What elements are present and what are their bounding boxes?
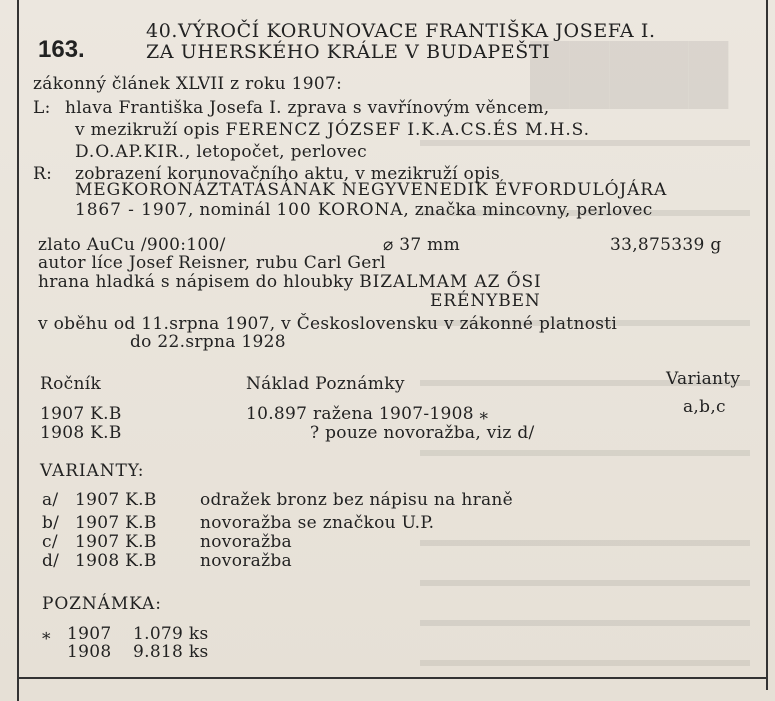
variant-a-label: a/: [42, 490, 59, 510]
obverse-line-1: hlava Františka Josefa I. zprava s vavřínovým věncem,: [65, 98, 550, 118]
row-1908-note: ? pouze novoražba, viz d/: [310, 423, 535, 443]
variant-b-label: b/: [42, 513, 60, 533]
diameter-spec: ⌀ 37 mm: [383, 235, 461, 255]
header-mintage-notes: Náklad Poznámky: [246, 374, 405, 394]
header-variants: Varianty: [666, 369, 741, 389]
entry-number: 163.: [38, 36, 85, 63]
reverse-line-1: zobrazení korunovačního aktu, v mezikruží opis: [75, 164, 501, 184]
variant-a-desc: odražek bronz bez nápisu na hraně: [200, 490, 514, 510]
variant-d-label: d/: [42, 551, 60, 571]
obverse-line-3: [75, 143, 367, 162]
metal-spec: zlato AuCu /900:100/: [38, 235, 226, 255]
variant-c-year: 1907 K.B: [75, 532, 157, 552]
author-spec: autor líce Josef Reisner, rubu Carl Gerl: [38, 253, 386, 273]
variant-b-desc: novoražba se značkou U.P.: [200, 513, 435, 533]
obverse-line-3-text: , letopočet, perlovec: [184, 142, 367, 162]
variant-d-desc: novoražba: [200, 551, 292, 571]
note-row-1-mark: ⁎: [42, 624, 51, 644]
reverse-line-3: [75, 201, 653, 220]
weight-spec: 33,875339 g: [610, 235, 722, 255]
row-1907-year: 1907 K.B: [40, 404, 122, 424]
law-reference: zákonný článek XLVII z roku 1907:: [33, 74, 343, 94]
reverse-line-3-text: , značka mincovny, perlovec: [403, 200, 653, 220]
bottom-rule: [17, 677, 768, 679]
reverse-prefix: R:: [33, 164, 53, 184]
variants-heading: VARIANTY:: [40, 461, 145, 481]
edge-inscription-end: ERÉNYBEN: [430, 291, 541, 311]
variant-b-year: 1907 K.B: [75, 513, 157, 533]
note-row-2-year: 1908: [67, 642, 112, 662]
entry-title-line-2: ZA UHERSKÉHO KRÁLE V BUDAPEŠTI: [146, 41, 551, 63]
edge-inscription: BIZALMAM AZ ŐSI: [359, 272, 542, 292]
variant-a-year: 1907 K.B: [75, 490, 157, 510]
obverse-line-2: [75, 121, 590, 140]
variant-c-label: c/: [42, 532, 58, 552]
header-year: Ročník: [40, 374, 102, 394]
obverse-legend-end: D.O.AP.KIR.: [75, 142, 185, 162]
row-1907-variants: a,b,c: [683, 397, 726, 417]
note-row-1-year: 1907: [67, 624, 112, 644]
obverse-prefix: L:: [33, 98, 51, 118]
edge-spec-text: hrana hladká s nápisem do hloubky: [38, 272, 360, 292]
show-through-artifact: █████: [420, 20, 760, 680]
left-rule: [17, 0, 19, 701]
obverse-line-2-text: v mezikruží opis: [75, 120, 226, 140]
note-row-1-qty: 1.079 ks: [133, 624, 209, 644]
reverse-nominal: 100 KORONA: [276, 200, 404, 220]
variant-d-year: 1908 K.B: [75, 551, 157, 571]
validity-line-2: do 22.srpna 1928: [130, 332, 286, 352]
row-1907-note: 10.897 ražena 1907-1908 ⁎: [246, 404, 489, 424]
validity-line-1: v oběhu od 11.srpna 1907, v Československu v zákonné platnosti: [38, 314, 618, 334]
reverse-years: 1867 - 1907: [75, 200, 188, 220]
right-rule: [766, 0, 768, 690]
edge-spec: [38, 273, 542, 292]
entry-title-line-1: 40.VÝROČÍ KORUNOVACE FRANTIŠKA JOSEFA I.: [146, 20, 656, 42]
reverse-nominal-label: , nominál: [187, 200, 277, 220]
reverse-legend: MEGKORONÁZTATÁSÁNAK NEGYVENEDIK ÉVFORDULÓJÁRA: [75, 180, 668, 200]
note-row-2-qty: 9.818 ks: [133, 642, 209, 662]
variant-c-desc: novoražba: [200, 532, 292, 552]
note-heading: POZNÁMKA:: [42, 594, 162, 614]
obverse-legend: FERENCZ JÓZSEF I.K.A.CS.ÉS M.H.S.: [225, 120, 590, 140]
row-1908-year: 1908 K.B: [40, 423, 122, 443]
